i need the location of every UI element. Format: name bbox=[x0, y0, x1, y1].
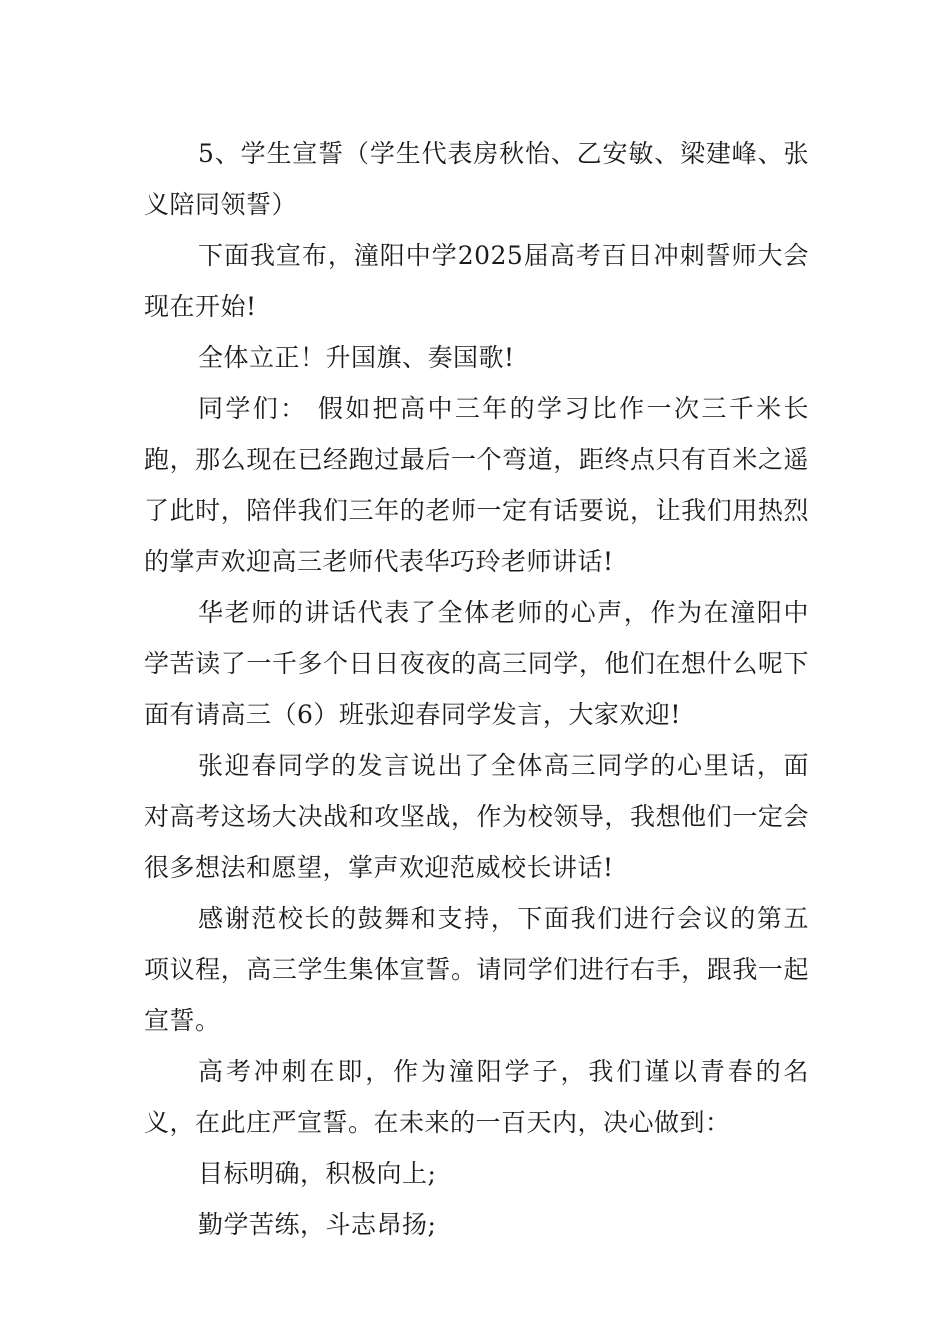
paragraph-principal-intro: 张迎春同学的发言说出了全体高三同学的心里话，面对高考这场大决战和攻坚战，作为校领导，我想他们一定会很多想法和愿望，掌声欢迎范威校长讲话! bbox=[144, 751, 809, 882]
paragraph-oath-text: 高考冲刺在即，作为潼阳学子，我们谨以青春的名义，在此庄严宣誓。在未来的一百天内，决心做到： bbox=[144, 1057, 809, 1137]
paragraph-oath-line-2: 勤学苦练，斗志昂扬; bbox=[198, 1210, 437, 1239]
paragraph-student-intro: 华老师的讲话代表了全体老师的心声，作为在潼阳中学苦读了一千多个日日夜夜的高三同学，他们在想什么呢下面有请高三（6）班张迎春同学发言，大家欢迎! bbox=[144, 598, 809, 729]
paragraph-oath-item: 5、学生宣誓（学生代表房秋怡、乙安敏、梁建峰、张义陪同领誓） bbox=[144, 139, 809, 219]
paragraph-flag-raising: 全体立正！升国旗、奏国歌! bbox=[198, 343, 515, 372]
paragraph-teacher-intro: 同学们： 假如把高中三年的学习比作一次三千米长跑，那么现在已经跑过最后一个弯道，距终点只有百米之遥了此时，陪伴我们三年的老师一定有话要说，让我们用热烈的掌声欢迎高三老师代表华巧玲老师讲话! bbox=[144, 394, 809, 576]
paragraph-oath-agenda: 感谢范校长的鼓舞和支持，下面我们进行会议的第五项议程，高三学生集体宣誓。请同学们进行右手，跟我一起宣誓。 bbox=[144, 904, 809, 1035]
paragraph-announcement: 下面我宣布，潼阳中学2025届高考百日冲刺誓师大会现在开始! bbox=[144, 241, 809, 321]
document-page bbox=[144, 128, 809, 1250]
paragraph-oath-line-1: 目标明确，积极向上; bbox=[198, 1159, 437, 1188]
